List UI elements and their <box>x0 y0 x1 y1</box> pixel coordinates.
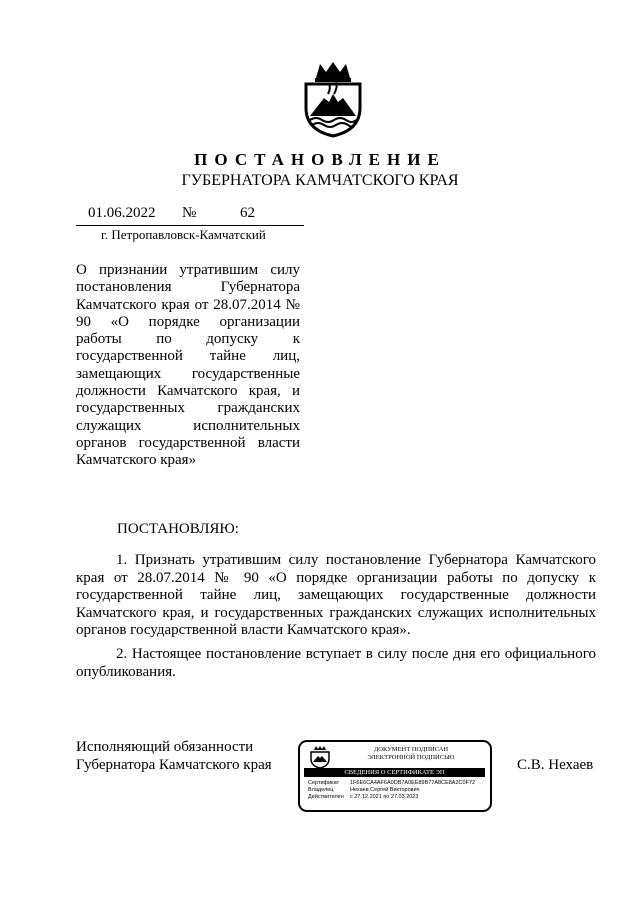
signatory-position-line1: Исполняющий обязанности <box>76 739 254 755</box>
document-number: 62 <box>240 205 255 221</box>
cert-label: Сертификат <box>308 780 340 786</box>
owner-label: Владелец <box>308 787 334 793</box>
stamp-heading-line2: ЭЛЕКТРОННОЙ ПОДПИСЬЮ <box>367 754 455 761</box>
document-title: ПОСТАНОВЛЕНИЕ <box>194 150 446 169</box>
stamp-heading-line1: ДОКУМЕНТ ПОДПИСАН <box>373 746 449 753</box>
document-subject: О признании утратившим силу постановления Губернатора Камчатского края от 28.07.2014 № 90 «О порядке организации работы по допуску к государственной тайне лиц, замещающих государственные должности Камчатского края, и государственных гражданских служащих исполнительных органов государственной власти Камчатского края» <box>76 262 300 469</box>
issuer-title: ГУБЕРНАТОРА КАМЧАТСКОГО КРАЯ <box>181 172 459 189</box>
signatory-position <box>76 739 272 774</box>
e-signature-stamp <box>298 740 492 812</box>
kamchatka-emblem <box>298 60 368 138</box>
stamp-certificate-bar: СВЕДЕНИЯ О СЕРТИФИКАТЕ ЭП <box>304 768 485 777</box>
decree-heading: ПОСТАНОВЛЯЮ: <box>117 521 239 537</box>
valid-value: с 27.12.2021 по 27.03.2023 <box>350 794 419 800</box>
document-city: г. Петропавловск-Камчатский <box>101 227 266 242</box>
document-date: 01.06.2022 <box>88 205 156 221</box>
paragraph-1: 1. Признать утратившим силу постановление Губернатора Камчатского края от 28.07.2014 № 90 «О порядке организации работы по допуску к государственной тайне лиц, замещающих государственные должности Камчатского края, и государственных гражданских служащих исполнительных органов государственной власти Камчатского края». <box>76 552 596 638</box>
paragraph-2: 2. Настоящее постановление вступает в силу после дня его официального опубликования. <box>76 646 596 680</box>
cert-value: 1F6E6CA4AF6A0DB7A0EE89B77A8CE8A2C0F72 <box>350 780 476 786</box>
stamp-emblem-icon <box>306 746 334 768</box>
owner-value: Нехаев Сергей Викторович <box>350 787 420 793</box>
stamp-cert-row <box>308 780 475 787</box>
number-sign: № <box>182 205 197 221</box>
stamp-owner-row <box>308 787 420 794</box>
valid-label: Действителен <box>308 794 344 800</box>
date-underline <box>76 225 304 226</box>
stamp-heading <box>336 746 486 762</box>
signatory-name: С.В. Нехаев <box>517 757 594 773</box>
signatory-position-line2: Губернатора Камчатского края <box>76 756 272 773</box>
stamp-valid-row <box>308 794 418 801</box>
